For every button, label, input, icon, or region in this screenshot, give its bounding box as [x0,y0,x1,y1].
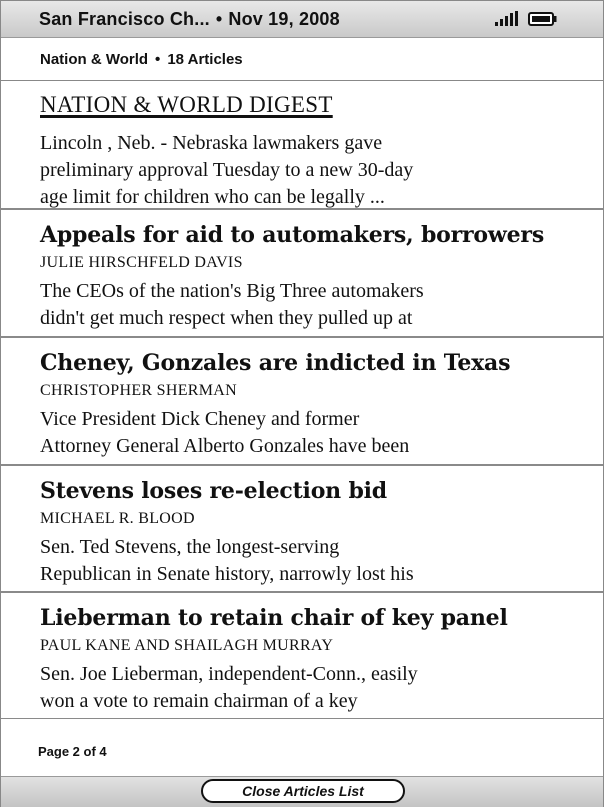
article-headline[interactable]: Cheney, Gonzales are indicted in Texas [40,350,511,376]
article-count: 18 Articles [167,51,243,68]
article-headline[interactable]: NATION & WORLD DIGEST [40,92,333,117]
article-item[interactable] [1,338,603,466]
page-indicator: Page 2 of 4 [38,744,107,759]
article-byline: JULIE HIRSCHFELD DAVIS [40,254,243,271]
close-articles-list-button[interactable]: Close Articles List [201,779,405,803]
article-byline: CHRISTOPHER SHERMAN [40,382,237,399]
article-item[interactable] [1,593,603,719]
status-bar [1,1,603,38]
section-separator: • [155,51,161,68]
status-separator: • [215,9,223,29]
excerpt-line: Sen. Ted Stevens, the longest-serving [40,536,340,558]
article-excerpt [40,534,580,588]
section-name: Nation & World [40,51,149,68]
article-item[interactable] [1,210,603,338]
bottom-bar [1,776,603,807]
excerpt-line: Vice President Dick Cheney and former [40,408,360,430]
excerpt-line: The CEOs of the nation's Big Three automakers [40,280,424,302]
excerpt-line: Attorney General Alberto Gonzales have been [40,435,410,457]
excerpt-line: didn't get much respect when they pulled up at [40,307,413,329]
excerpt-line: Republican in Senate history, narrowly lost his [40,563,414,585]
article-excerpt [40,130,580,210]
article-headline[interactable]: Stevens loses re-election bid [40,478,387,504]
article-item[interactable] [1,81,603,210]
publication-date: Nov 19, 2008 [228,9,340,29]
article-headline[interactable]: Lieberman to retain chair of key panel [40,605,508,631]
article-byline: PAUL KANE AND SHAILAGH MURRAY [40,637,334,654]
section-header-text [40,51,243,68]
section-header [1,38,603,81]
excerpt-line: Lincoln , Neb. - Nebraska lawmakers gave [40,132,383,154]
excerpt-line: Sen. Joe Lieberman, independent-Conn., easily [40,663,418,685]
article-excerpt [40,278,580,332]
article-byline: MICHAEL R. BLOOD [40,510,195,527]
publication-name: San Francisco Ch... [39,9,210,29]
status-title [39,9,340,30]
article-excerpt [40,406,580,460]
article-excerpt [40,661,580,715]
article-item[interactable] [1,466,603,593]
article-headline[interactable]: Appeals for aid to automakers, borrowers [40,222,545,248]
excerpt-line: preliminary approval Tuesday to a new 30-day [40,159,414,181]
excerpt-line: age limit for children who can be legally ... [40,186,385,208]
battery-icon [528,12,557,26]
signal-strength-icon [494,11,520,27]
excerpt-line: won a vote to remain chairman of a key [40,690,358,712]
